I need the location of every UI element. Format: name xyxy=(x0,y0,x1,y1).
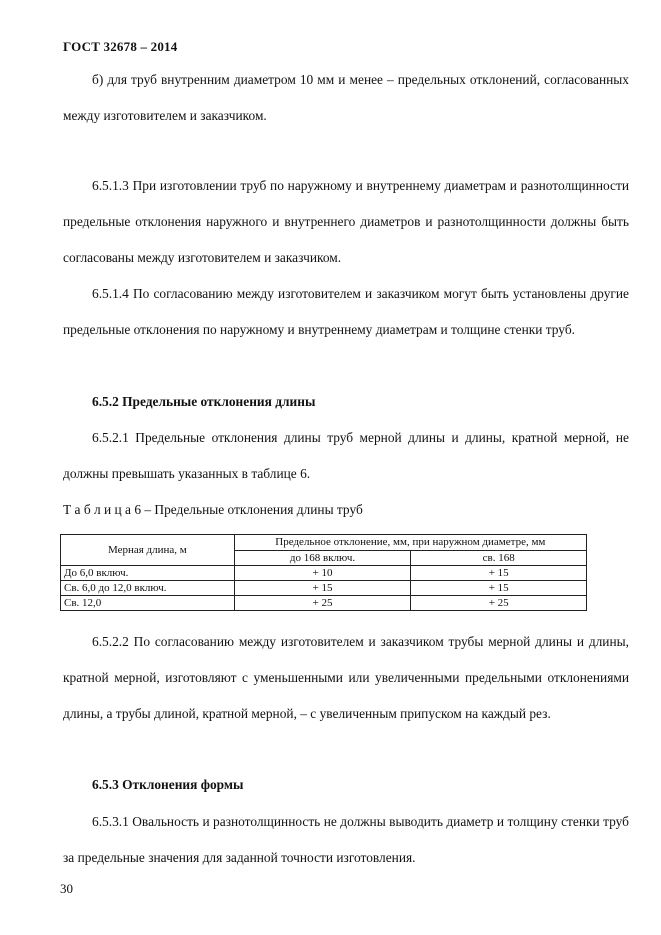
column-group-header: Предельное отклонение, мм, при наружном диаметре, мм xyxy=(234,535,586,551)
intro-paragraph xyxy=(63,62,629,134)
clause-6-5-3-1 xyxy=(63,804,629,876)
table-cell: Св. 12,0 xyxy=(61,596,235,611)
table-row xyxy=(61,596,587,611)
table-cell: + 10 xyxy=(234,566,411,581)
clause-6-5-2-1 xyxy=(63,420,629,492)
column-header: св. 168 xyxy=(411,550,587,566)
clause-6-5-1-4 xyxy=(63,276,629,348)
clause-6-5-1-3-text: 6.5.1.3 При изготовлении труб по наружному и внутреннему диаметрам и разнотолщинности предельные отклонения наружного и внутреннего диаметров и разнотолщинности должны быть согласованы между изготовителем и заказчиком. xyxy=(63,178,629,265)
table-cell: Св. 6,0 до 12,0 включ. xyxy=(61,581,235,596)
clause-6-5-1-4-text: 6.5.1.4 По согласованию между изготовителем и заказчиком могут быть установлены другие предельные отклонения по наружному и внутреннему диаметрам и толщине стенки труб. xyxy=(63,286,629,337)
length-deviation-table xyxy=(60,534,587,611)
clause-6-5-2-1-text: 6.5.2.1 Предельные отклонения длины труб мерной длины и длины, кратной мерной, не должны превышать указанных в таблице 6. xyxy=(63,430,629,481)
table-cell: + 25 xyxy=(411,596,587,611)
page-number: 30 xyxy=(60,881,73,896)
clause-6-5-3-1-text: 6.5.3.1 Овальность и разнотолщинность не должны выводить диаметр и толщину стенки труб за предельные значения для заданной точности изготовления. xyxy=(63,814,629,865)
table-row xyxy=(61,566,587,581)
section-6-5-3 xyxy=(63,775,629,795)
clause-6-5-2-2-text: 6.5.2.2 По согласованию между изготовителем и заказчиком трубы мерной длины и длины, кратной мерной, изготовляют с уменьшенными или увеличенными предельными отклонениями длины, а трубы длиной, кратной мерной, – с увеличенным припуском на каждый рез. xyxy=(63,634,629,721)
section-heading: 6.5.3 Отклонения формы xyxy=(92,777,244,792)
table-cell: До 6,0 включ. xyxy=(61,566,235,581)
table-cell: + 15 xyxy=(234,581,411,596)
column-header: до 168 включ. xyxy=(234,550,411,566)
table-header-row xyxy=(61,535,587,551)
table-caption-block xyxy=(63,500,629,520)
item-b-text: б) для труб внутренним диаметром 10 мм и менее – предельных отклонений, согласованных между изготовителем и заказчиком. xyxy=(63,72,629,123)
table-cell: + 15 xyxy=(411,581,587,596)
standard-header: ГОСТ 32678 – 2014 xyxy=(63,39,178,54)
clause-6-5-2-2 xyxy=(63,624,629,732)
table-cell: + 15 xyxy=(411,566,587,581)
section-6-5-2 xyxy=(63,392,629,412)
table-cell: + 25 xyxy=(234,596,411,611)
section-heading: 6.5.2 Предельные отклонения длины xyxy=(92,394,316,409)
column-header: Мерная длина, м xyxy=(61,535,235,566)
table-caption: Т а б л и ц а 6 – Предельные отклонения длины труб xyxy=(63,502,363,517)
table-row xyxy=(61,581,587,596)
clause-6-5-1-3 xyxy=(63,168,629,276)
